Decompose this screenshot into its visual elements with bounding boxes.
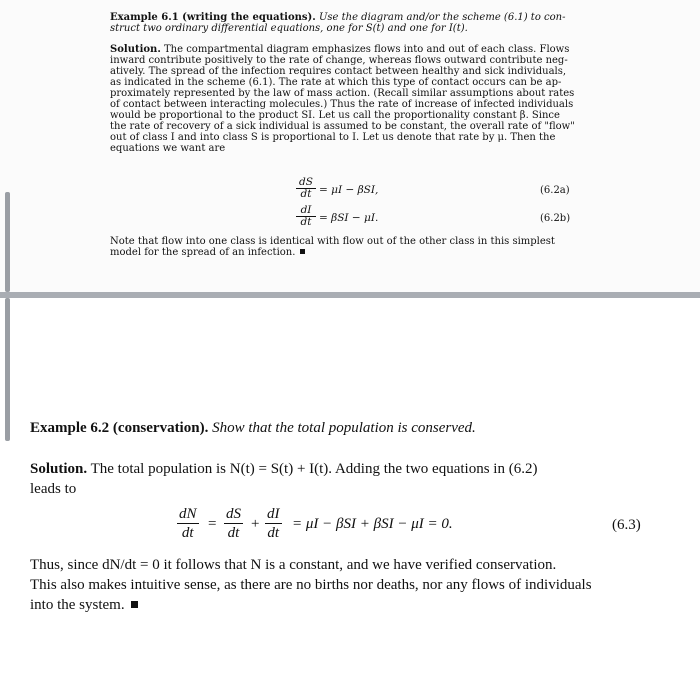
solution-label: Solution. <box>30 461 88 477</box>
paragraph-line: proximately represented by the law of mass action. (Recall similar assumptions about rates <box>110 88 575 99</box>
conclusion-text: into the system. <box>30 597 125 613</box>
equation-6-2a-rhs: = μI − βSI, <box>319 184 379 196</box>
equation-6-2b-rhs: = βSI − μI. <box>319 212 379 224</box>
paragraph-line: the rate of recovery of a sick individual is assumed to be constant, the overall rate of "flow" <box>110 121 575 132</box>
fraction-denominator: dt <box>181 525 194 541</box>
fraction-denominator: dt <box>227 525 240 541</box>
note-line1: Note that flow into one class is identical with flow out of the other class in this simplest <box>110 236 555 247</box>
paragraph-line: as indicated in the scheme (6.1). The rate at which this type of contact occurs can be ap- <box>110 77 562 88</box>
fraction-numerator: dS <box>226 506 241 522</box>
end-of-proof-icon <box>131 601 138 608</box>
conclusion-line2: This also makes intuitive sense, as there are no births nor deaths, nor any flows of individuals <box>30 577 592 593</box>
solution-line1 <box>110 44 580 55</box>
solution-line2: leads to <box>30 481 77 497</box>
fraction-denominator: dt <box>300 216 312 228</box>
example-prompt: Use the diagram and/or the scheme (6.1) to con- <box>318 12 566 23</box>
solution-label: Solution. <box>110 44 161 55</box>
example-prompt-line2: struct two ordinary differential equations, one for S(t) and one for I(t). <box>110 23 468 34</box>
solution-text: The total population is N(t) = S(t) + I(t). Adding the two equations in (6.2) <box>90 461 538 477</box>
fraction-numerator: dN <box>179 506 197 522</box>
paragraph-line: atively. The spread of the infection requires contact between healthy and sick individuals, <box>110 66 567 77</box>
equation-label: (6.3) <box>612 517 641 533</box>
fraction-ds-dt <box>224 505 243 542</box>
paragraph-line: out of class I and into class S is proportional to I. Let us denote that rate by μ. Then the <box>110 132 556 143</box>
note-line2 <box>110 247 580 258</box>
conclusion-line3 <box>30 595 660 615</box>
paragraph-line: would be proportional to the product SI. Let us call the proportionality constant β. Since <box>110 110 560 121</box>
paragraph-line: inward contribute positively to the rate of change, whereas flows outward contribute neg- <box>110 55 568 66</box>
example-6-1-heading <box>110 12 580 23</box>
fraction-denominator: dt <box>300 188 312 200</box>
fraction-denominator: dt <box>267 525 280 541</box>
left-margin-bar <box>5 298 10 441</box>
paragraph-line: equations we want are <box>110 143 226 154</box>
fraction-di-dt <box>265 505 282 542</box>
solution-line1 <box>30 459 660 479</box>
equals-sign: = <box>208 516 217 532</box>
example-title: Example 6.2 (conservation). <box>30 420 209 436</box>
equation-6-3-rhs: = μI − βSI + βSI − μI = 0. <box>292 516 453 532</box>
example-prompt: Show that the total population is conserved. <box>212 420 476 436</box>
left-margin-bar <box>5 192 10 292</box>
equation-6-2b-fraction <box>296 205 316 228</box>
fraction-numerator: dI <box>267 506 280 522</box>
fraction-numerator: dS <box>296 177 316 189</box>
equation-label: (6.2a) <box>540 185 570 196</box>
example-title: Example 6.1 (writing the equations). <box>110 12 316 23</box>
paragraph-text: The compartmental diagram emphasizes flows into and out of each class. Flows <box>164 44 570 55</box>
note-text: model for the spread of an infection. <box>110 247 296 258</box>
equation-label: (6.2b) <box>540 213 571 224</box>
fraction-dn-dt <box>177 505 199 542</box>
end-of-proof-icon <box>300 249 305 254</box>
plus-sign: + <box>251 516 260 532</box>
paragraph-line: of contact between interacting molecules.) Thus the rate of increase of infected individuals <box>110 99 574 110</box>
example-6-2-heading <box>30 418 660 438</box>
equation-6-2a-fraction <box>296 177 316 200</box>
conclusion-line1: Thus, since dN/dt = 0 it follows that N is a constant, and we have verified conservation. <box>30 557 557 573</box>
fraction-numerator: dI <box>296 205 316 217</box>
